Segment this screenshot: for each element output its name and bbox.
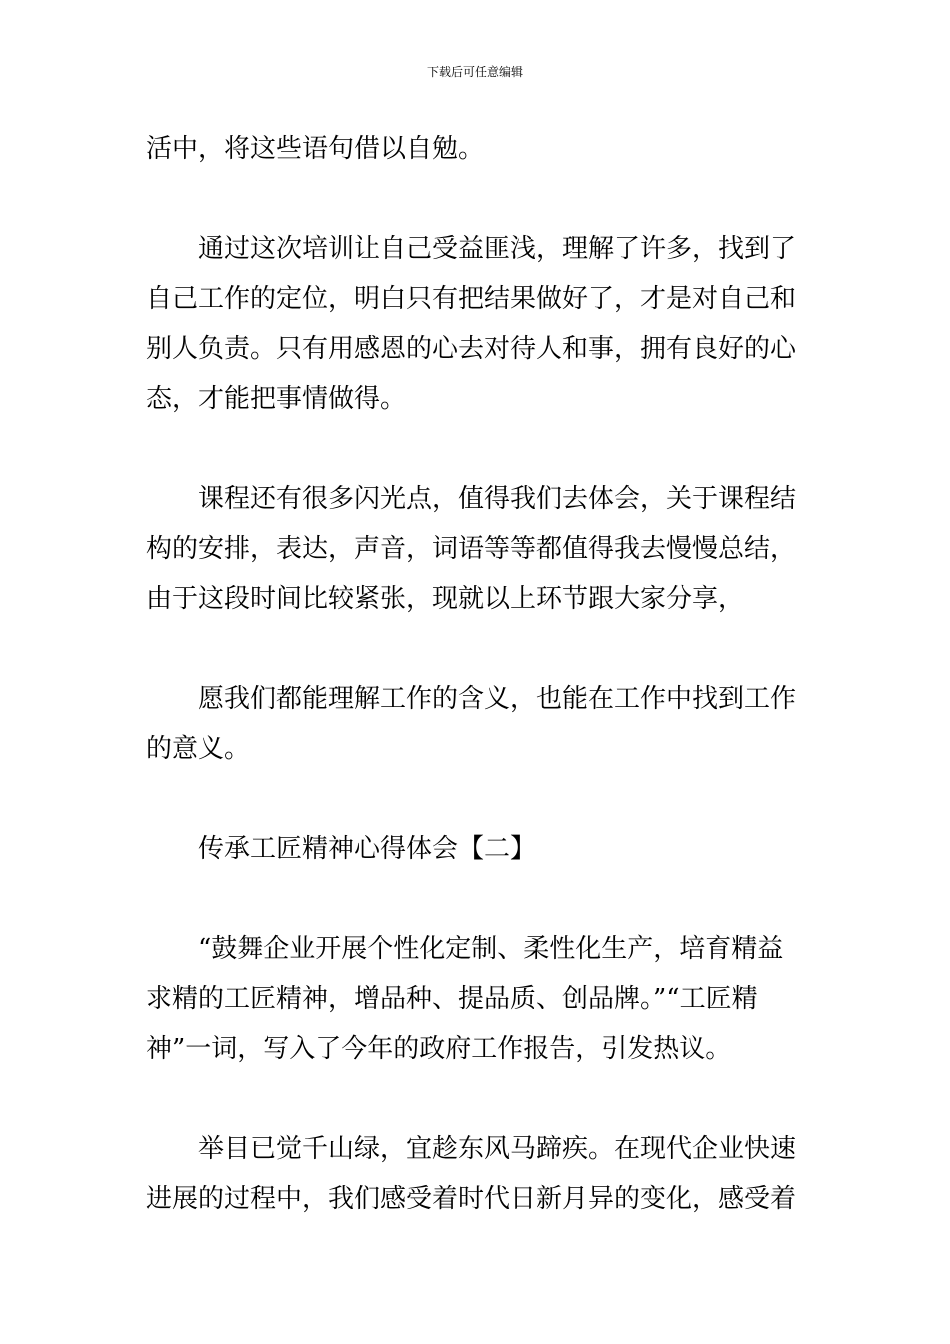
paragraph-first-line: 愿我们都能理解工作的含义，也能在工作中找到工作 xyxy=(198,684,797,714)
paragraph-first-line: “鼓舞企业开展个性化定制、柔性化生产，培育精益 xyxy=(198,934,784,964)
paragraph-first-line: 课程还有很多闪光点，值得我们去体会，关于课程结 xyxy=(198,484,797,514)
text-line: 由于这段时间比较紧张，现就以上环节跟大家分享， xyxy=(146,584,745,614)
text-line: 神”一词，写入了今年的政府工作报告，引发热议。 xyxy=(146,1034,732,1064)
text-line: 构的安排，表达，声音，词语等等都值得我去慢慢总结， xyxy=(146,534,797,564)
page-header: 下载后可任意编辑 xyxy=(426,65,523,79)
section-heading: 传承工匠精神心得体会【二】 xyxy=(198,834,537,864)
paragraph-first-line: 举目已觉千山绿，宜趁东风马蹄疾。在现代企业快速 xyxy=(198,1134,797,1164)
text-line: 自己工作的定位，明白只有把结果做好了，才是对自己和 xyxy=(146,284,797,314)
text-line: 活中，将这些语句借以自勉。 xyxy=(146,134,485,164)
text-line: 进展的过程中，我们感受着时代日新月异的变化，感受着 xyxy=(146,1184,797,1214)
text-line: 态，才能把事情做得。 xyxy=(146,384,407,414)
text-line: 求精的工匠精神，增品种、提品质、创品牌。”“工匠精 xyxy=(146,984,758,1014)
text-line: 的意义。 xyxy=(146,734,251,764)
paragraph-first-line: 通过这次培训让自己受益匪浅，理解了许多，找到了 xyxy=(198,234,797,264)
text-line: 别人负责。只有用感恩的心去对待人和事，拥有良好的心 xyxy=(146,334,797,364)
